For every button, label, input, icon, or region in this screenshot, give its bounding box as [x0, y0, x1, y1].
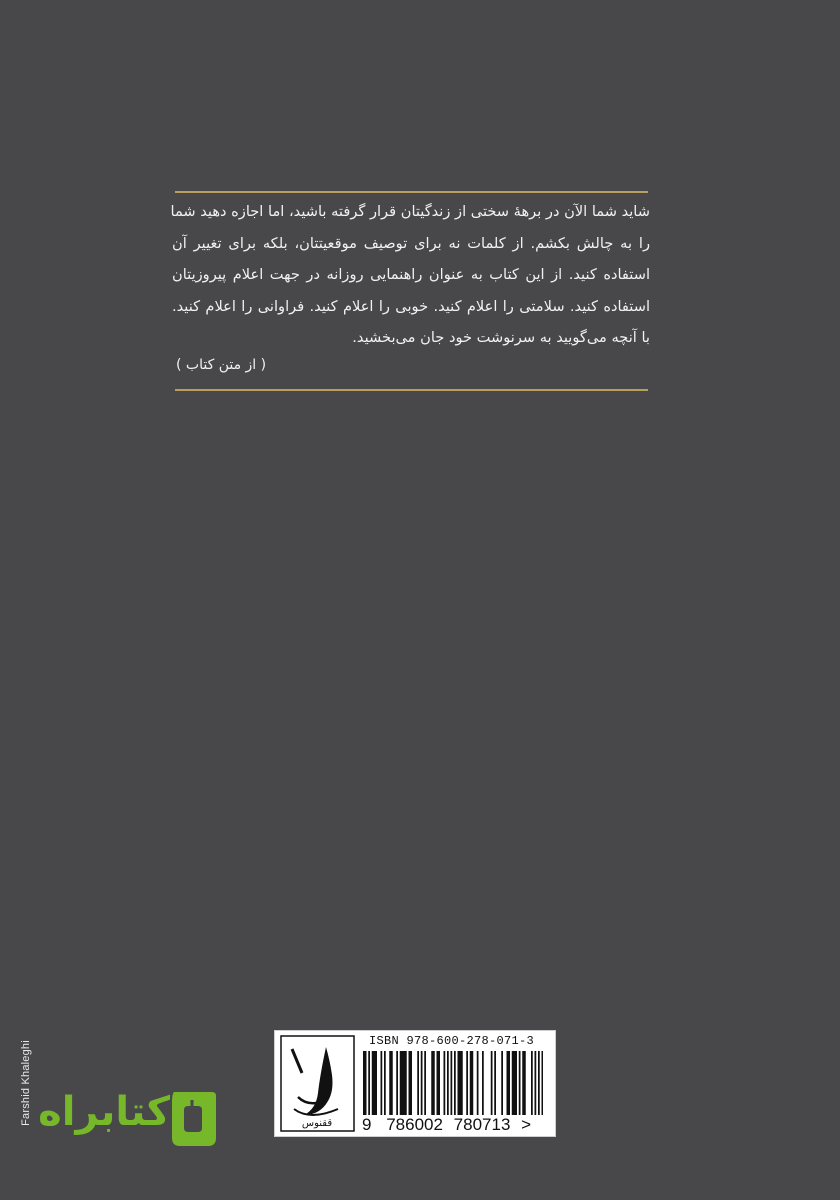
barcode-bar: [494, 1051, 496, 1115]
blurb-line-4: استفاده کنید. سلامتی را اعلام کنید. خوبی را اعلام کنید. فراوانی را اعلام کنید.: [172, 297, 650, 315]
barcode-bar: [389, 1051, 393, 1115]
blurb-line-5: با آنچه می‌گویید به سرنوشت خود جان می‌بخشید.: [352, 329, 650, 346]
barcode-bar: [421, 1051, 423, 1115]
top-gold-rule: [175, 191, 648, 193]
barcode-digits: [362, 1115, 531, 1135]
barcode-digit-lead: 9: [362, 1115, 372, 1134]
barcode-bar: [381, 1051, 383, 1115]
designer-credit: [18, 1030, 34, 1140]
blurb-line-2: را به چالش بکشم. از کلمات نه برای توصیف موقعیتتان، بلکه برای تغییر آن: [172, 234, 650, 252]
ketabrah-book-icon: [168, 1088, 218, 1150]
barcode-bar: [372, 1051, 377, 1115]
barcode-bar: [522, 1051, 526, 1115]
blurb-line-1: شاید شما الآن در برهۀ سختی از زندگیتان قرار گرفته باشید، اما اجازه دهید شما: [170, 203, 650, 220]
ketabrah-logo: [40, 1078, 215, 1160]
barcode-bars: [363, 1051, 543, 1117]
back-cover-blurb: [172, 196, 650, 354]
barcode-bar: [477, 1051, 479, 1115]
barcode-digits-right: 780713: [453, 1115, 511, 1134]
isbn-barcode-panel: [274, 1030, 556, 1137]
barcode-arrow: >: [521, 1115, 532, 1134]
barcode-bar: [458, 1051, 463, 1115]
barcode-bar: [470, 1051, 474, 1115]
designer-credit-text: Farshid Khaleghi: [20, 1040, 32, 1126]
barcode-bar: [368, 1051, 370, 1115]
barcode-bar: [447, 1051, 449, 1115]
barcode-bar: [512, 1051, 517, 1115]
barcode-bar: [538, 1051, 540, 1115]
barcode-bar: [535, 1051, 537, 1115]
barcode-bar: [451, 1051, 453, 1115]
barcode-bar: [466, 1051, 468, 1115]
barcode-bar: [501, 1051, 503, 1115]
barcode-bar: [384, 1051, 386, 1115]
barcode-bar: [491, 1051, 493, 1115]
barcode-bar: [454, 1051, 456, 1115]
barcode-bar: [417, 1051, 419, 1115]
barcode-bar: [424, 1051, 426, 1115]
barcode-bar: [519, 1051, 521, 1115]
barcode-digits-left: 786002: [386, 1115, 443, 1134]
bottom-gold-rule: [175, 389, 648, 391]
barcode-bar: [444, 1051, 446, 1115]
blurb-line-3: استفاده کنید. از این کتاب به عنوان راهنمایی روزانه در جهت اعلام پیروزیتان: [172, 266, 650, 283]
barcode-bar: [400, 1051, 407, 1115]
barcode-bar: [542, 1051, 544, 1115]
barcode-bar: [409, 1051, 413, 1115]
barcode-bar: [431, 1051, 435, 1115]
barcode-bar: [396, 1051, 398, 1115]
barcode-bar: [507, 1051, 511, 1115]
barcode-bar: [437, 1051, 441, 1115]
barcode-bar: [531, 1051, 533, 1115]
barcode-bar: [363, 1051, 367, 1115]
publisher-logo-text: ققنوس: [301, 1118, 333, 1129]
blurb-source: ( از متن کتاب ): [176, 357, 267, 373]
barcode-bar: [482, 1051, 484, 1115]
isbn-label: ISBN 978-600-278-071-3: [369, 1034, 535, 1048]
ketabrah-wordmark: کتابراه: [38, 1089, 170, 1135]
bird-logo-icon: [280, 1035, 355, 1132]
